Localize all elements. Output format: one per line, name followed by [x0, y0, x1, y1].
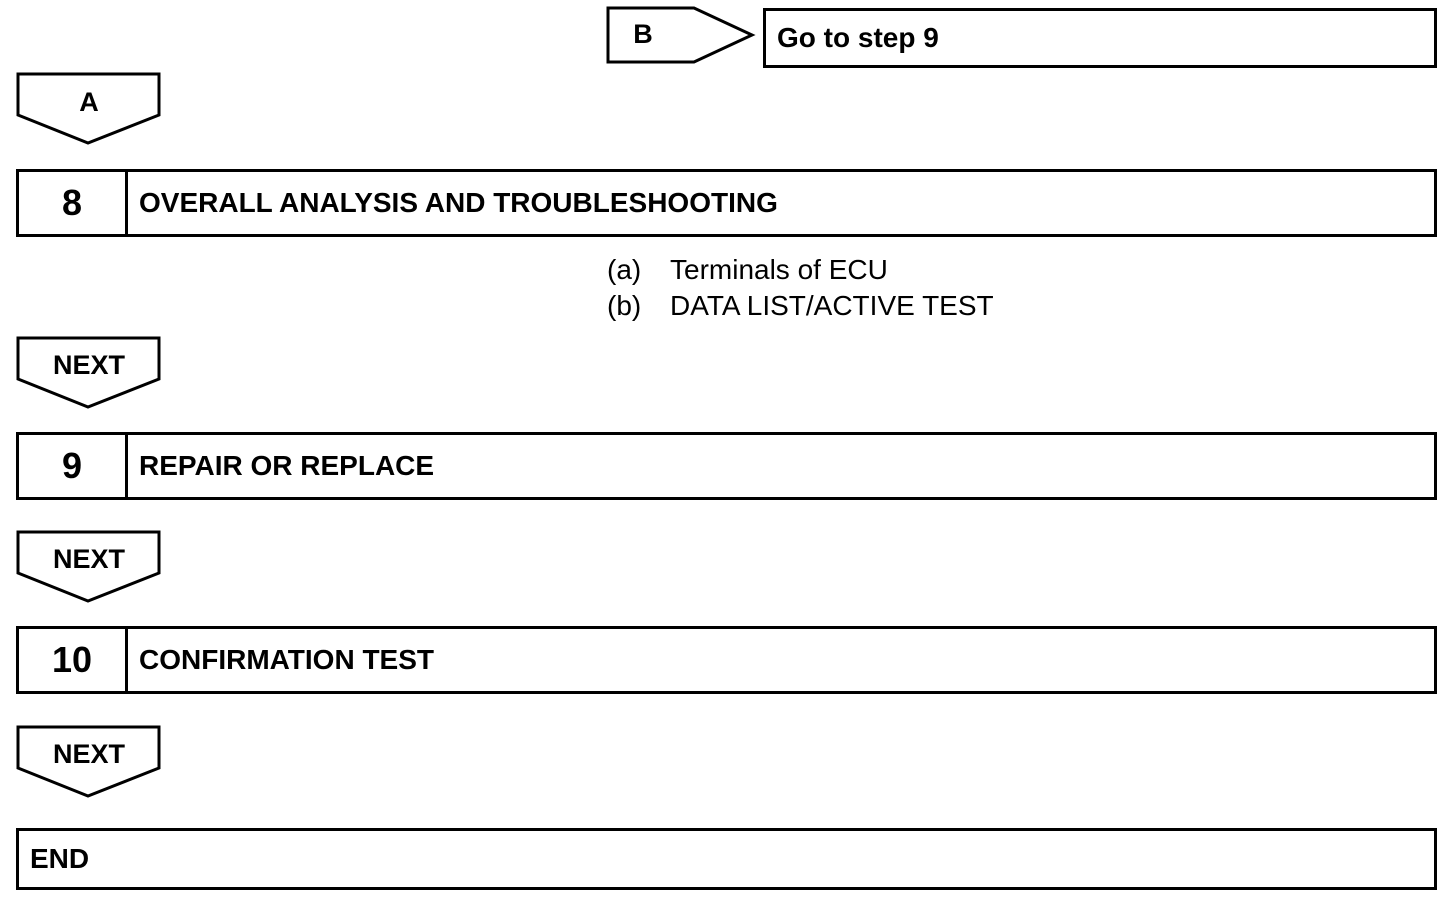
end-label: END	[30, 843, 90, 874]
goto-step-9-text: Go to step 9	[777, 22, 939, 53]
note-text: DATA LIST/ACTIVE TEST	[670, 290, 994, 321]
next-label: NEXT	[52, 739, 125, 769]
step-9-row	[16, 432, 1437, 500]
step-title: CONFIRMATION TEST	[139, 644, 435, 675]
note-text: Terminals of ECU	[670, 254, 888, 285]
branch-a-label: A	[79, 87, 99, 117]
step-8-notes	[607, 252, 994, 324]
step-number: 8	[19, 172, 128, 234]
note-letter: (b)	[607, 290, 642, 321]
step-title: OVERALL ANALYSIS AND TROUBLESHOOTING	[139, 187, 778, 218]
note-item	[607, 288, 994, 324]
branch-b-label: B	[633, 19, 653, 49]
next-label: NEXT	[52, 544, 125, 574]
step-number: 10	[19, 629, 128, 691]
step-10-row	[16, 626, 1437, 694]
goto-step-9-box	[763, 8, 1437, 68]
end-box	[16, 828, 1437, 890]
next-label: NEXT	[52, 350, 125, 380]
step-title: REPAIR OR REPLACE	[139, 450, 435, 481]
step-number: 9	[19, 435, 128, 497]
note-letter: (a)	[607, 254, 642, 285]
note-item	[607, 252, 994, 288]
step-8-row	[16, 169, 1437, 237]
